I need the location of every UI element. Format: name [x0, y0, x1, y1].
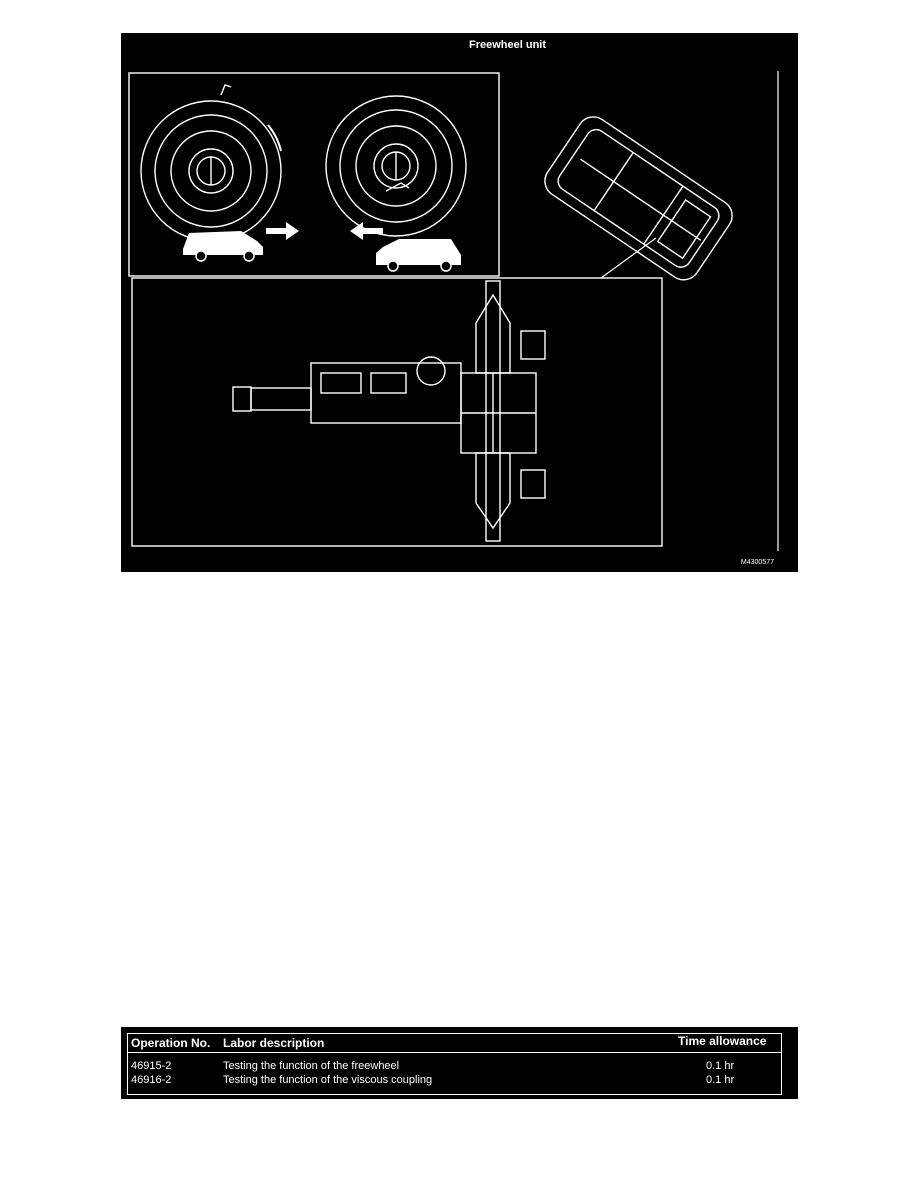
- row-description: Testing the function of the viscous coupling: [223, 1074, 433, 1086]
- arrow-right: [266, 222, 299, 240]
- drivetrain-section: [233, 281, 545, 541]
- header-time: Time allowance: [678, 1034, 767, 1048]
- labor-table-header: [128, 1034, 781, 1053]
- freewheel-unit-figure: [121, 33, 798, 572]
- freewheel-ring-right: [326, 96, 466, 236]
- row-time: 0.1 hr: [706, 1074, 735, 1086]
- car-forward: [183, 231, 263, 261]
- row-time: 0.1 hr: [706, 1060, 735, 1072]
- labor-table: [121, 1027, 798, 1099]
- header-operation: Operation No.: [131, 1036, 211, 1050]
- car-reverse: [376, 239, 461, 271]
- arrow-left: [350, 222, 383, 240]
- drivetrain-panel: [132, 278, 662, 546]
- row-description: Testing the function of the freewheel: [223, 1060, 400, 1072]
- labor-table-frame: [127, 1033, 782, 1095]
- freewheel-ring-left: [141, 85, 281, 241]
- row-operation: 46916-2: [131, 1074, 172, 1086]
- figure-code: M4300577: [740, 559, 774, 566]
- car-top-view: [539, 111, 739, 286]
- header-description: Labor description: [223, 1036, 325, 1050]
- freewheel-illustration: [121, 33, 798, 572]
- figure-title: Freewheel unit: [469, 39, 547, 51]
- row-operation: 46915-2: [131, 1060, 172, 1072]
